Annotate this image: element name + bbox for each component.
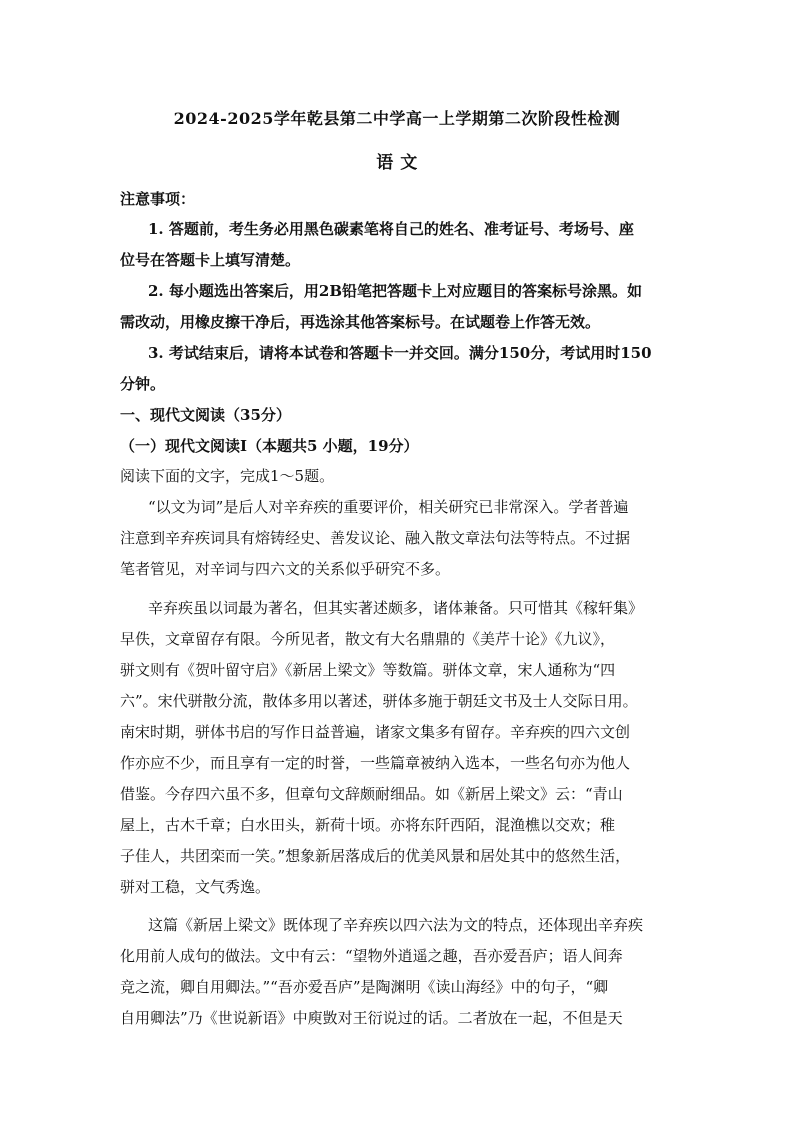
notice-item-1-line-1: 1. 答题前，考生务必用黑色碳素笔将自己的姓名、准考证号、考场号、座 <box>148 220 634 238</box>
notice-item-1-line-2: 位号在答题卡上填写清楚。 <box>120 251 301 269</box>
notice-heading: 注意事项： <box>120 190 196 208</box>
passage-line: 六”。宋代骈散分流，散体多用以著述，骈体多施于朝廷文书及士人交际日用。 <box>120 692 638 710</box>
passage-line: 骈对工稳，文气秀逸。 <box>120 878 271 896</box>
passage-line: 化用前人成句的做法。文中有云：“望物外逍遥之趣，吾亦爱吾庐；语人间奔 <box>120 947 623 965</box>
passage-line: 南宋时期，骈体书启的写作日益普遍，诸家文集多有留存。辛弃疾的四六文创 <box>120 723 631 741</box>
notice-item-3-line-2: 分钟。 <box>120 375 166 393</box>
passage-line: 竞之流，卿自用卿法。”“吾亦爱吾庐”是陶渊明《读山海经》中的句子，“卿 <box>120 978 609 996</box>
passage-line: 注意到辛弃疾词具有熔铸经史、善发议论、融入散文章法句法等特点。不过据 <box>120 529 631 547</box>
notice-item-2-line-1: 2. 每小题选出答案后，用2B铅笔把答题卡上对应题目的答案标号涂黑。如 <box>148 282 642 300</box>
notice-item-3-line-1: 3. 考试结束后，请将本试卷和答题卡一并交回。满分150分，考试用时150 <box>148 344 652 362</box>
passage-line: 辛弃疾虽以词最为著名，但其实著述颇多，诸体兼备。只可惜其《稼轩集》 <box>148 599 644 617</box>
section-sub-1: （一）现代文阅读Ⅰ（本题共5 小题，19分） <box>120 437 419 455</box>
passage-line: 早佚，文章留存有限。今所见者，散文有大名鼎鼎的《美芹十论》《九议》， <box>120 630 616 648</box>
subject-title: 语 文 <box>376 153 418 173</box>
passage-line: 作亦应不少，而且享有一定的时誉，一些篇章被纳入选本，一些名句亦为他人 <box>120 754 631 772</box>
passage-line: 借鉴。今存四六虽不多，但章句文辞颇耐细品。如《新居上梁文》云：“青山 <box>120 785 623 803</box>
passage-line: 自用卿法”乃《世说新语》中庾敳对王衍说过的话。二者放在一起，不但是天 <box>120 1009 623 1027</box>
reading-instruction: 阅读下面的文字，完成1～5题。 <box>120 467 335 485</box>
passage-line: “以文为词”是后人对辛弃疾的重要评价，相关研究已非常深入。学者普遍 <box>148 498 629 516</box>
passage-line: 笔者管见，对辛词与四六文的关系似乎研究不多。 <box>120 560 451 578</box>
exam-title: 2024-2025学年乾县第二中学高一上学期第二次阶段性检测 <box>173 109 621 128</box>
passage-line: 屋上，古木千章；白水田头，新荷十顷。亦将东阡西陌，混渔樵以交欢；稚 <box>120 816 616 834</box>
passage-line: 骈文则有《贺叶留守启》《新居上梁文》等数篇。骈体文章，宋人通称为“四 <box>120 661 616 679</box>
passage-line: 这篇《新居上梁文》既体现了辛弃疾以四六法为文的特点，还体现出辛弃疾 <box>148 916 644 934</box>
passage-line: 子佳人，共团栾而一笑。”想象新居落成后的优美风景和居处其中的悠然生活， <box>120 847 631 865</box>
notice-item-2-line-2: 需改动，用橡皮擦干净后，再选涂其他答案标号。在试题卷上作答无效。 <box>120 313 601 331</box>
section-part-1: 一、现代文阅读（35分） <box>120 406 291 424</box>
